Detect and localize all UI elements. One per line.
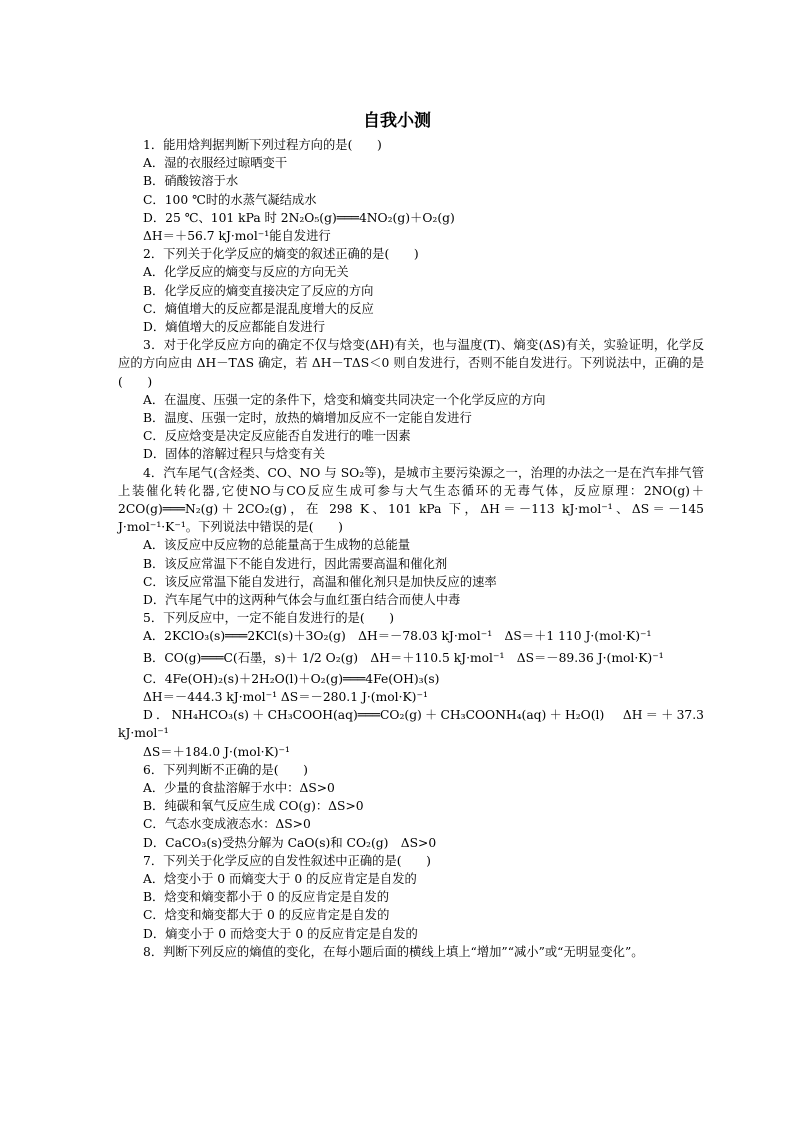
option-3c: C．反应焓变是决定反应能否自发进行的唯一因素 [143, 429, 411, 444]
question-7: 7．下列关于化学反应的自发性叙述中正确的是( ) [143, 853, 431, 868]
option-1c: C．100 ℃时的水蒸气凝结成水 [143, 192, 317, 207]
option-7a: A．焓变小于 0 而熵变大于 0 的反应肯定是自发的 [143, 871, 417, 886]
option-5a: A．2KClO₃(s)═══2KCl(s)＋3O₂(g) ΔH＝－78.03 kJ·mol⁻¹ ΔS＝＋1 110 J·(mol·K)⁻¹ [143, 629, 652, 644]
option-2d: D．熵值增大的反应都能自发进行 [143, 320, 326, 335]
option-5d-cont: ΔS＝＋184.0 J·(mol·K)⁻¹ [143, 744, 290, 759]
question-3: 3．对于化学反应方向的确定不仅与焓变(ΔH)有关，也与温度(T)、熵变(ΔS)有关，实验证明，化学反应的方向应由 ΔH－TΔS 确定，若 ΔH－TΔS＜0 则自发进行，否则不能自发进行。下列说法中，正确的是( ) [118, 338, 704, 389]
option-5d: D．NH₄HCO₃(s)＋CH₃COOH(aq)═══CO₂(g)＋CH₃COONH₄(aq)＋H₂O(l) ΔH＝＋37.3 kJ·mol⁻¹ [118, 708, 704, 741]
question-2: 2．下列关于化学反应的熵变的叙述正确的是( ) [143, 247, 419, 262]
question-5: 5．下列反应中，一定不能自发进行的是( ) [143, 611, 395, 626]
option-6a: A．少量的食盐溶解于水中：ΔS>0 [143, 780, 335, 795]
option-4a: A．该反应中反应物的总能量高于生成物的总能量 [143, 538, 411, 553]
question-4: 4．汽车尾气(含烃类、CO、NO 与 SO₂等)，是城市主要污染源之一，治理的办法之一是在汽车排气管上装催化转化器,它使NO与CO反应生成可参与大气生态循环的无毒气体，反应原理：2NO(g)＋2CO(g)═══N₂(g)＋2CO₂(g)，在 298 K、101 kPa 下，ΔH＝－113 kJ·mol⁻¹、ΔS＝－145 J·mol⁻¹·K⁻¹。下列说法中错误的是( ) [118, 465, 704, 535]
option-1b: B．硝酸铵溶于水 [143, 174, 239, 189]
option-5c: C．4Fe(OH)₂(s)＋2H₂O(l)＋O₂(g)═══4Fe(OH)₃(s) [143, 671, 440, 686]
option-3a: A．在温度、压强一定的条件下，焓变和熵变共同决定一个化学反应的方向 [143, 392, 546, 407]
option-2b: B．化学反应的熵变直接决定了反应的方向 [143, 283, 374, 298]
option-5c-cont: ΔH＝－444.3 kJ·mol⁻¹ ΔS＝－280.1 J·(mol·K)⁻¹ [143, 689, 428, 704]
option-6c: C．气态水变成液态水：ΔS>0 [143, 817, 311, 832]
option-2a: A．化学反应的熵变与反应的方向无关 [143, 265, 349, 280]
option-4d: D．汽车尾气中的这两种气体会与血红蛋白结合而使人中毒 [143, 593, 461, 608]
option-6b: B．纯碳和氧气反应生成 CO(g)：ΔS>0 [143, 799, 364, 814]
option-5b: B．CO(g)═══C(石墨，s)＋ 1/2 O₂(g) ΔH＝＋110.5 kJ·mol⁻¹ ΔS＝－89.36 J·(mol·K)⁻¹ [143, 650, 664, 665]
option-7c: C．焓变和熵变都大于 0 的反应肯定是自发的 [143, 908, 390, 923]
option-1a: A．湿的衣服经过晾晒变干 [143, 156, 288, 171]
question-8: 8．判断下列反应的熵值的变化，在每小题后面的横线上填上“增加”“减小”或“无明显变化”。 [143, 944, 644, 959]
option-3b: B．温度、压强一定时，放热的熵增加反应不一定能自发进行 [143, 411, 472, 426]
option-7d: D．熵变小于 0 而焓变大于 0 的反应肯定是自发的 [143, 926, 418, 941]
question-1: 1．能用焓判据判断下列过程方向的是( ) [143, 138, 382, 152]
option-1d-cont: ΔH＝＋56.7 kJ·mol⁻¹能自发进行 [143, 229, 331, 244]
option-4b: B．该反应常温下不能自发进行，因此需要高温和催化剂 [143, 556, 448, 571]
option-6d: D．CaCO₃(s)受热分解为 CaO(s)和 CO₂(g) ΔS>0 [143, 835, 437, 850]
question-6: 6．下列判断不正确的是( ) [143, 762, 308, 777]
option-4c: C．该反应常温下能自发进行，高温和催化剂只是加快反应的速率 [143, 574, 497, 589]
document-body [118, 136, 704, 961]
option-2c: C．熵值增大的反应都是混乱度增大的反应 [143, 301, 374, 316]
option-7b: B．焓变和熵变都小于 0 的反应肯定是自发的 [143, 890, 390, 905]
option-1d: D．25 ℃、101 kPa 时 2N₂O₅(g)═══4NO₂(g)＋O₂(g) [143, 210, 455, 225]
option-3d: D．固体的溶解过程只与焓变有关 [143, 447, 326, 462]
page-title: 自我小测 [363, 111, 431, 131]
